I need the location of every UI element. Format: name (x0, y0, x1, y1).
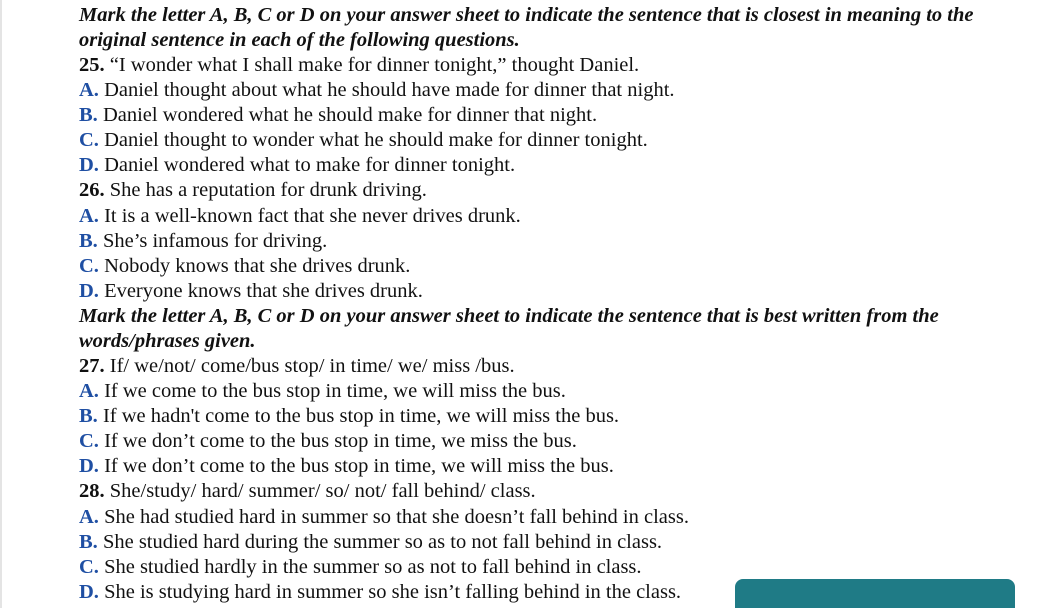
option-26-a[interactable] (79, 204, 1019, 229)
option-letter: D. (79, 455, 99, 478)
option-text: She had studied hard in summer so that she doesn’t fall behind in class. (104, 505, 689, 528)
option-25-a[interactable] (79, 78, 1019, 103)
question-28 (79, 479, 1019, 504)
option-text: Daniel wondered what he should make for dinner that night. (102, 104, 598, 127)
option-letter: A. (79, 204, 99, 227)
option-letter: A. (79, 79, 99, 102)
option-25-d[interactable] (79, 153, 1019, 178)
question-number: 27. (79, 354, 105, 377)
question-prompt: She/study/ hard/ summer/ so/ not/ fall behind/ class. (109, 480, 536, 503)
option-27-c[interactable] (79, 429, 1019, 454)
option-28-c[interactable] (79, 555, 1019, 580)
option-letter: C. (79, 129, 99, 152)
option-text: Everyone knows that she drives drunk. (104, 279, 423, 302)
option-letter: C. (79, 555, 99, 578)
option-text: Daniel wondered what to make for dinner tonight. (104, 154, 516, 177)
option-letter: D. (79, 154, 99, 177)
option-26-c[interactable] (79, 254, 1019, 279)
option-27-d[interactable] (79, 454, 1019, 479)
question-27 (79, 354, 1019, 379)
question-number: 25. (79, 54, 105, 76)
option-letter: A. (79, 380, 99, 403)
option-28-a[interactable] (79, 505, 1019, 530)
option-letter: B. (79, 104, 98, 127)
option-letter: D. (79, 279, 99, 302)
option-text: She’s infamous for driving. (102, 229, 328, 252)
option-text: She studied hardly in the summer so as not to fall behind in class. (104, 555, 642, 578)
question-prompt: “I wonder what I shall make for dinner tonight,” thought Daniel. (109, 54, 640, 76)
option-27-b[interactable] (79, 404, 1019, 429)
option-27-a[interactable] (79, 379, 1019, 404)
question-25 (79, 53, 1019, 78)
option-text: It is a well-known fact that she never drives drunk. (104, 204, 521, 227)
option-letter: C. (79, 254, 99, 277)
option-text: Nobody knows that she drives drunk. (104, 254, 411, 277)
option-letter: B. (79, 229, 98, 252)
question-prompt: She has a reputation for drunk driving. (109, 179, 427, 202)
option-letter: B. (79, 405, 98, 428)
overlay-panel[interactable] (735, 579, 1015, 608)
section-instruction-2: Mark the letter A, B, C or D on your answer sheet to indicate the sentence that is best written from the words/phrases given. (79, 304, 939, 352)
option-text: Daniel thought about what he should have made for dinner that night. (104, 79, 675, 102)
option-letter: A. (79, 505, 99, 528)
option-26-b[interactable] (79, 229, 1019, 254)
option-text: Daniel thought to wonder what he should make for dinner tonight. (104, 129, 648, 152)
section-instruction-1: Mark the letter A, B, C or D on your answer sheet to indicate the sentence that is closest in meaning to the original sentence in each of the following questions. (79, 4, 974, 51)
question-number: 26. (79, 179, 105, 202)
option-letter: D. (79, 580, 99, 603)
option-text: She studied hard during the summer so as to not fall behind in class. (102, 530, 663, 553)
option-letter: B. (79, 530, 98, 553)
option-text: If we hadn't come to the bus stop in time, we will miss the bus. (102, 405, 620, 428)
exercise-document (79, 3, 1019, 605)
question-26 (79, 178, 1019, 203)
option-26-d[interactable] (79, 279, 1019, 304)
page-edge-rule (0, 0, 2, 608)
option-letter: C. (79, 430, 99, 453)
option-text: She is studying hard in summer so she isn’t falling behind in the class. (104, 580, 682, 603)
option-text: If we come to the bus stop in time, we will miss the bus. (104, 380, 566, 403)
option-text: If we don’t come to the bus stop in time, we miss the bus. (104, 430, 577, 453)
option-text: If we don’t come to the bus stop in time, we will miss the bus. (104, 455, 614, 478)
option-25-b[interactable] (79, 103, 1019, 128)
option-28-b[interactable] (79, 530, 1019, 555)
question-prompt: If/ we/not/ come/bus stop/ in time/ we/ miss /bus. (109, 354, 515, 377)
option-25-c[interactable] (79, 128, 1019, 153)
question-number: 28. (79, 480, 105, 503)
